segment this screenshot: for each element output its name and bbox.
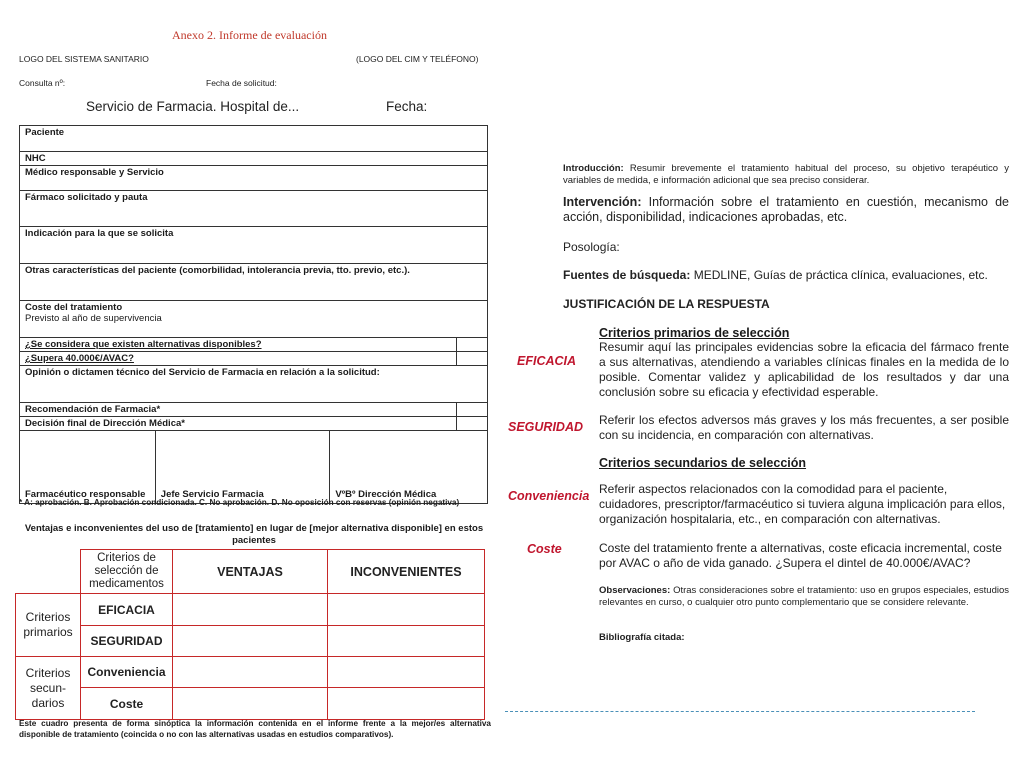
field-decision: Decisión final de Dirección Médica* bbox=[20, 417, 457, 431]
signature-farmaceutico[interactable]: Farmacéutico responsable bbox=[20, 431, 156, 504]
seguridad-row-label: SEGURIDAD bbox=[81, 626, 173, 657]
criteria-header: Criterios de selección de medicamentos bbox=[81, 550, 173, 594]
consulta-label: Consulta nº: bbox=[19, 78, 66, 88]
field-medico[interactable]: Médico responsable y Servicio bbox=[20, 166, 488, 191]
seguridad-inconvenientes-cell[interactable] bbox=[328, 626, 485, 657]
introduccion-paragraph bbox=[563, 163, 1009, 187]
fecha-label: Fecha: bbox=[386, 99, 428, 114]
bibliografia-label: Bibliografía citada: bbox=[599, 632, 685, 643]
seguridad-text: Referir los efectos adversos más graves y los más frecuentes, a ser posible con su incidencia, en comparación con alternativas. bbox=[599, 413, 1009, 442]
criterios-secundarios-heading: Criterios secundarios de selección bbox=[599, 456, 807, 470]
intervencion-paragraph bbox=[563, 195, 1009, 225]
field-farmaco[interactable]: Fármaco solicitado y pauta bbox=[20, 191, 488, 227]
criterios-primarios-heading: Criterios primarios de selección bbox=[599, 326, 790, 340]
introduccion-text: Resumir brevemente el tratamiento habitual del proceso, su objetivo terapéutico y variables de medida, e información adicional que sea preciso considerar. bbox=[563, 163, 1009, 186]
criterios-primarios-label: Criterios primarios bbox=[16, 594, 81, 657]
alternativas-answer-box[interactable] bbox=[457, 338, 488, 352]
supera-answer-box[interactable] bbox=[457, 352, 488, 366]
decision-footnote: * A: aprobación. B. Aprobación condicionada. C. No aprobación. D. No oposición con reservas (opinión negativa) bbox=[19, 498, 460, 507]
service-title: Servicio de Farmacia. Hospital de... bbox=[86, 99, 300, 114]
observaciones-paragraph bbox=[599, 585, 1009, 609]
conveniencia-text: Referir aspectos relacionados con la comodidad para el paciente, cuidadores, prescriptor/farmacéutico si tuviera alguna implicación para ellos, organización hospitalaria, etc., en comparación con alternativas. bbox=[599, 482, 1006, 526]
fecha-solicitud-label: Fecha de solicitud: bbox=[206, 78, 277, 88]
coste-text: Coste del tratamiento frente a alternativas, coste eficacia incremental, coste por AVAC o año de vida ganado. ¿Supera el dintel de 40.000€/AVAC? bbox=[599, 541, 1002, 570]
seguridad-ventajas-cell[interactable] bbox=[173, 626, 328, 657]
signature-jefe-servicio[interactable]: Jefe Servicio Farmacia bbox=[155, 431, 330, 504]
eficacia-label: EFICACIA bbox=[517, 354, 577, 368]
posologia-label: Posología: bbox=[563, 240, 620, 254]
justificacion-heading: JUSTIFICACIÓN DE LA RESPUESTA bbox=[563, 297, 770, 311]
field-otras-caracteristicas[interactable]: Otras características del paciente (comorbilidad, intolerancia previa, tto. previo, etc.). bbox=[20, 264, 488, 301]
annex-title: Anexo 2. Informe de evaluación bbox=[172, 28, 327, 42]
intervencion-text: Información sobre el tratamiento en cuestión, mecanismo de acción, disponibilidad, indicaciones aprobadas, etc. bbox=[563, 195, 1009, 224]
criteria-table-corner bbox=[16, 550, 81, 594]
fuentes-text: MEDLINE, Guías de práctica clínica, evaluaciones, etc. bbox=[693, 268, 988, 282]
ventajas-header: VENTAJAS bbox=[173, 550, 328, 594]
decision-answer-box[interactable] bbox=[457, 417, 488, 431]
coste-label: Coste del tratamiento bbox=[25, 302, 123, 313]
field-recomendacion: Recomendación de Farmacia* bbox=[20, 403, 457, 417]
conveniencia-inconvenientes-cell[interactable] bbox=[328, 657, 485, 688]
fuentes-label: Fuentes de búsqueda: bbox=[563, 268, 691, 282]
eficacia-row-label: EFICACIA bbox=[81, 594, 173, 626]
coste-ventajas-cell[interactable] bbox=[173, 688, 328, 720]
conveniencia-label: Conveniencia bbox=[508, 489, 590, 503]
eficacia-ventajas-cell[interactable] bbox=[173, 594, 328, 626]
inconvenientes-header: INCONVENIENTES bbox=[328, 550, 485, 594]
seguridad-label: SEGURIDAD bbox=[508, 420, 584, 434]
field-alternativas: ¿Se considera que existen alternativas disponibles? bbox=[20, 338, 457, 352]
eficacia-inconvenientes-cell[interactable] bbox=[328, 594, 485, 626]
table-explanation-note: Este cuadro presenta de forma sinóptica la información contenida en el informe frente a la mejor/es alternativa disponible de tratamiento (coincida o no con las alternativas usadas en estudios comparativos). bbox=[19, 719, 491, 739]
coste-label: Coste bbox=[527, 542, 562, 556]
field-coste[interactable] bbox=[20, 301, 488, 338]
observaciones-label: Observaciones: bbox=[599, 585, 671, 596]
conveniencia-row-label: Conveniencia bbox=[81, 657, 173, 688]
field-opinion[interactable]: Opinión o dictamen técnico del Servicio de Farmacia en relación a la solicitud: bbox=[20, 366, 488, 403]
field-indicacion[interactable]: Indicación para la que se solicita bbox=[20, 227, 488, 264]
recomendacion-answer-box[interactable] bbox=[457, 403, 488, 417]
fuentes-paragraph bbox=[563, 268, 988, 283]
conveniencia-ventajas-cell[interactable] bbox=[173, 657, 328, 688]
field-nhc[interactable]: NHC bbox=[20, 152, 488, 166]
logo-left-placeholder: LOGO DEL SISTEMA SANITARIO bbox=[19, 54, 149, 64]
logo-right-placeholder: (LOGO DEL CIM Y TELÉFONO) bbox=[356, 54, 479, 64]
advantages-table-title: Ventajas e inconvenientes del uso de [tratamiento] en lugar de [mejor alternativa disponible] en estos pacientes bbox=[24, 523, 484, 546]
signature-direccion-medica[interactable]: VºBº Dirección Médica bbox=[330, 431, 488, 504]
field-supera: ¿Supera 40.000€/AVAC? bbox=[20, 352, 457, 366]
coste-sublabel: Previsto al año de supervivencia bbox=[25, 313, 162, 324]
page-divider-dashed bbox=[505, 711, 975, 712]
criterios-secundarios-label: Criterios secun-darios bbox=[16, 657, 81, 720]
observaciones-text: Otras consideraciones sobre el tratamiento: uso en grupos especiales, estudios relevantes en curso, o cualquier otro punto complementario que se considere relevante. bbox=[599, 585, 1010, 608]
coste-row-label: Coste bbox=[81, 688, 173, 720]
coste-inconvenientes-cell[interactable] bbox=[328, 688, 485, 720]
introduccion-label: Introducción: bbox=[563, 163, 624, 174]
intervencion-label: Intervención: bbox=[563, 195, 642, 209]
eficacia-text: Resumir aquí las principales evidencias sobre la eficacia del fármaco frente a sus alternativas, atendiendo a variables clínicas finales en la medida de lo posible. Comentar validez y aplicabilidad de los resultados y dar una conclusión sobre su eficacia y efectividad esperable. bbox=[599, 340, 1009, 399]
field-paciente[interactable]: Paciente bbox=[20, 126, 488, 152]
criteria-table bbox=[15, 549, 485, 720]
evaluation-form-table bbox=[19, 125, 488, 504]
